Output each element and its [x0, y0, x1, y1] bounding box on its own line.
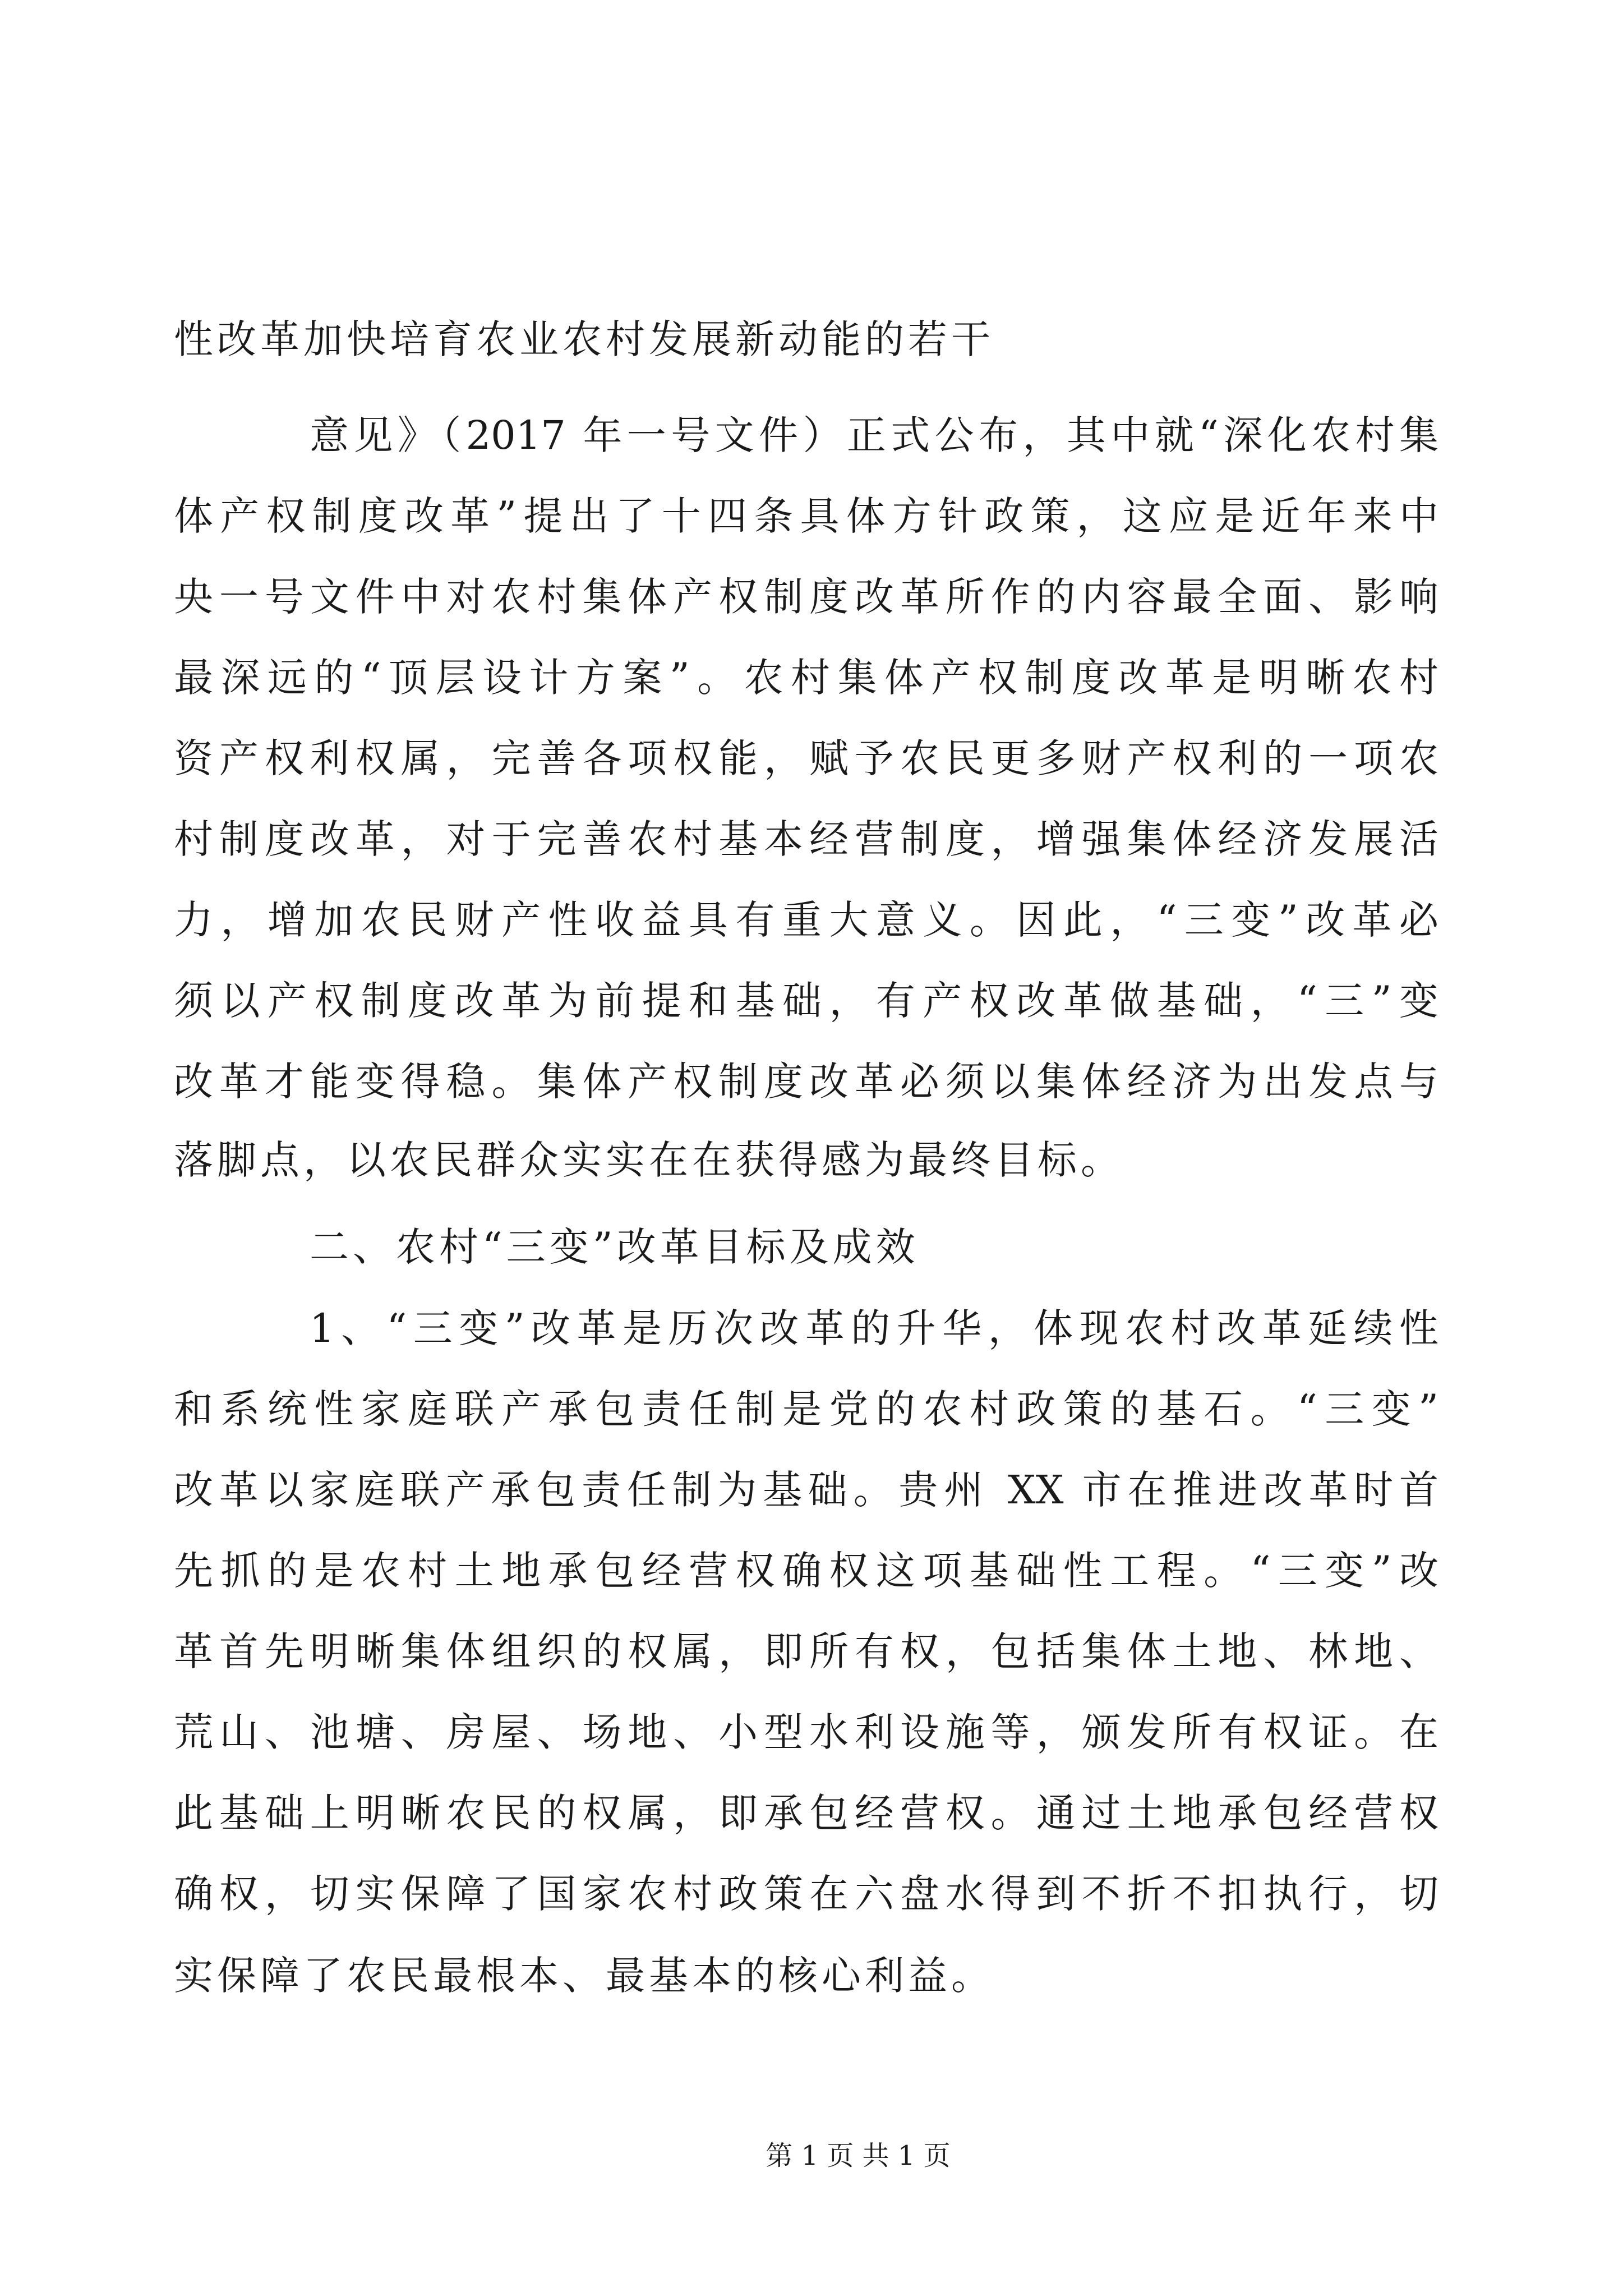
paragraph-line: 落脚点，以农民群众实实在在获得感为最终目标。: [174, 1137, 1124, 1183]
paragraph-line: 意见》（2017 年一号文件）正式公布，其中就“深化农村集: [310, 412, 1438, 458]
paragraph-line: 实保障了农民最根本、最基本的核心利益。: [174, 1953, 994, 1999]
section-heading: 二、农村“三变”改革目标及成效: [310, 1224, 919, 1270]
paragraph-line: 村制度改革，对于完善农村基本经营制度，增强集体经济发展活: [174, 816, 1438, 862]
paragraph-line: 须以产权制度改革为前提和基础，有产权改革做基础，“三”变: [174, 978, 1438, 1024]
paragraph-line: 此基础上明晰农民的权属，即承包经营权。通过土地承包经营权: [174, 1790, 1438, 1836]
paragraph-line: 最深远的“顶层设计方案”。农村集体产权制度改革是明晰农村: [174, 655, 1438, 701]
paragraph-line: 革首先明晰集体组织的权属，即所有权，包括集体土地、林地、: [174, 1628, 1438, 1674]
paragraph-line: 确权，切实保障了国家农村政策在六盘水得到不折不扣执行，切: [174, 1871, 1438, 1917]
page-number-footer: 第 1 页 共 1 页: [766, 2140, 951, 2171]
paragraph-line: 体产权制度改革”提出了十四条具体方针政策，这应是近年来中: [174, 493, 1438, 539]
paragraph-line: 荒山、池塘、房屋、场地、小型水利设施等，颁发所有权证。在: [174, 1709, 1438, 1755]
paragraph-line: 资产权利权属，完善各项权能，赋予农民更多财产权利的一项农: [174, 735, 1438, 781]
paragraph-line: 和系统性家庭联产承包责任制是党的农村政策的基石。“三变”: [174, 1386, 1438, 1432]
paragraph-line: 性改革加快培育农业农村发展新动能的若干: [174, 316, 994, 362]
paragraph-line: 央一号文件中对农村集体产权制度改革所作的内容最全面、影响: [174, 574, 1438, 620]
paragraph-line: 先抓的是农村土地承包经营权确权这项基础性工程。“三变”改: [174, 1548, 1438, 1594]
paragraph-line: 力，增加农民财产性收益具有重大意义。因此，“三变”改革必: [174, 897, 1438, 943]
paragraph-line: 改革才能变得稳。集体产权制度改革必须以集体经济为出发点与: [174, 1059, 1438, 1105]
paragraph-line: 改革以家庭联产承包责任制为基础。贵州 XX 市在推进改革时首: [174, 1467, 1438, 1513]
paragraph-line: 1、“三变”改革是历次改革的升华，体现农村改革延续性: [310, 1305, 1438, 1351]
